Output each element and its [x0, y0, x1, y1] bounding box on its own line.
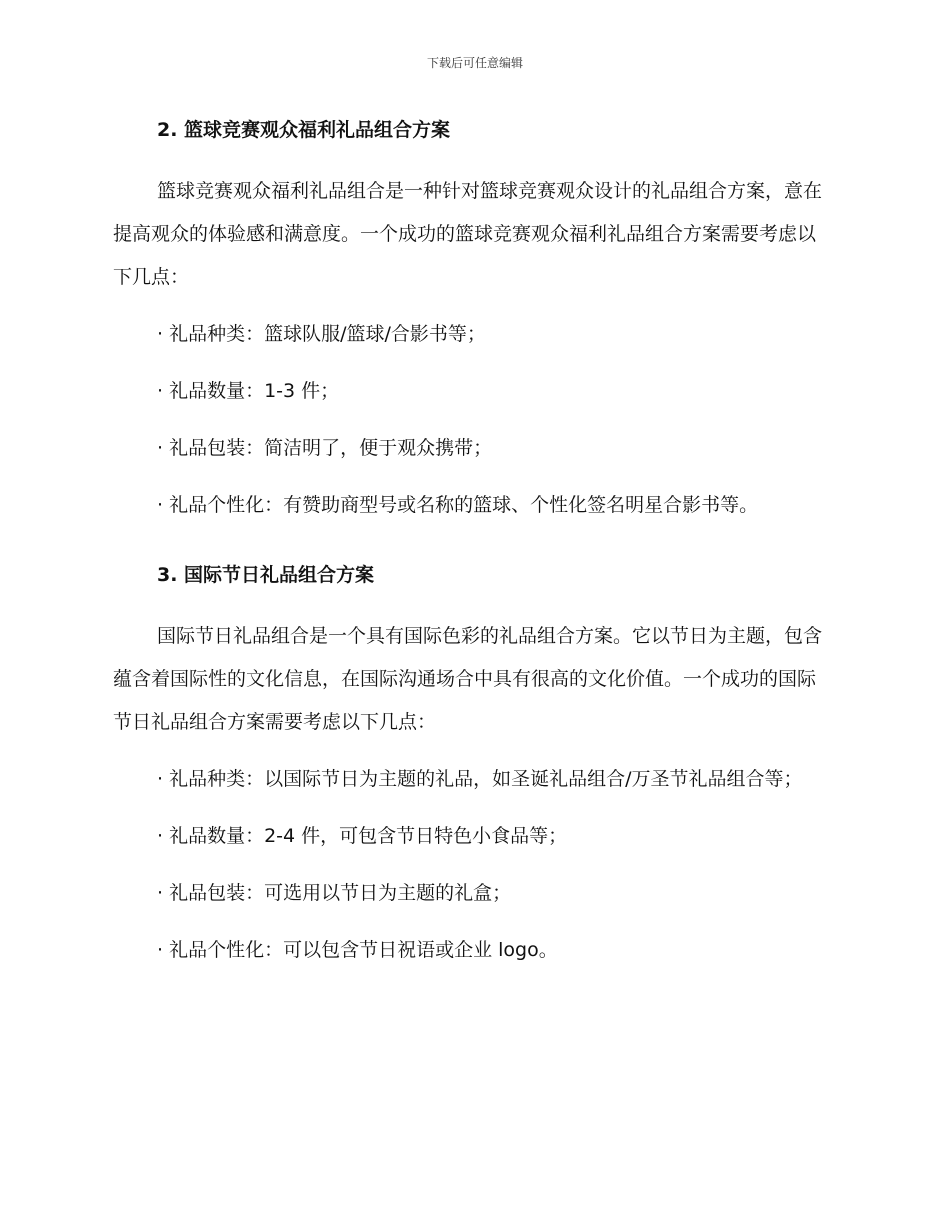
section-3-bullet-personalization: · 礼品个性化：可以包含节日祝语或企业 logo。	[157, 939, 558, 961]
section-2-intro: 篮球竞赛观众福利礼品组合是一种针对篮球竞赛观众设计的礼品组合方案，意在提高观众的体验感和满意度。一个成功的篮球竞赛观众福利礼品组合方案需要考虑以下几点：	[113, 180, 823, 288]
document-body	[113, 112, 833, 972]
section-2-bullet-type: · 礼品种类：篮球队服/篮球/合影书等；	[157, 323, 486, 345]
section-2-bullet-personalization: · 礼品个性化：有赞助商型号或名称的篮球、个性化签名明星合影书等。	[157, 494, 759, 516]
section-3-bullet-type: · 礼品种类：以国际节日为主题的礼品，如圣诞礼品组合/万圣节礼品组合等；	[157, 768, 803, 790]
section-2-bullet-packaging: · 礼品包装：简洁明了，便于观众携带；	[157, 437, 493, 459]
section-3-bullet-quantity: · 礼品数量：2-4 件，可包含节日特色小食品等；	[157, 825, 568, 847]
section-3-heading: 3. 国际节日礼品组合方案	[157, 564, 375, 586]
section-3-intro: 国际节日礼品组合是一个具有国际色彩的礼品组合方案。它以节日为主题，包含蕴含着国际性的文化信息，在国际沟通场合中具有很高的文化价值。一个成功的国际节日礼品组合方案需要考虑以下几点：	[113, 625, 823, 733]
section-2-bullet-quantity: · 礼品数量：1-3 件；	[157, 380, 340, 402]
section-2-heading: 2. 篮球竞赛观众福利礼品组合方案	[157, 119, 451, 141]
page-header: 下载后可任意编辑	[426, 56, 523, 70]
section-3-bullet-packaging: · 礼品包装：可选用以节日为主题的礼盒；	[157, 882, 512, 904]
